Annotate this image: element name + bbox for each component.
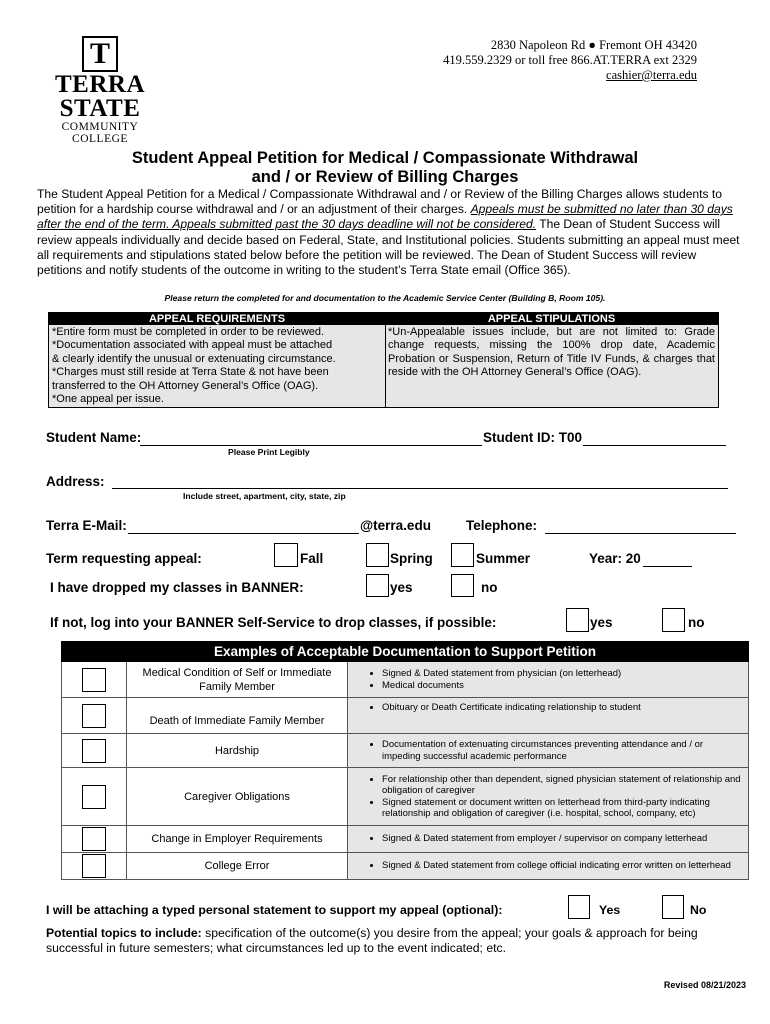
email-label: Terra E-Mail:	[46, 518, 127, 533]
logo-college: COLLEGE	[72, 133, 128, 145]
topics-label: Potential topics to include:	[46, 926, 202, 940]
dropped-no-checkbox[interactable]	[451, 574, 474, 597]
dropped-label: I have dropped my classes in BANNER:	[50, 580, 304, 595]
summer-label: Summer	[476, 551, 531, 566]
requirement-item: & clearly identify the unusual or extenuating circumstance.	[52, 352, 336, 365]
page-title	[0, 149, 770, 187]
personal-no-checkbox[interactable]	[662, 895, 684, 919]
intro-paragraph	[37, 187, 741, 278]
list-item: • Signed & Dated statement from physician (on letterhead)	[382, 668, 742, 679]
table-row	[62, 826, 749, 853]
personal-yes-checkbox[interactable]	[568, 895, 590, 919]
employer-checkbox[interactable]	[82, 827, 106, 851]
self-service-no-label: no	[688, 615, 705, 630]
contact-address: 2830 Napoleon Rd ● Fremont OH 43420	[490, 38, 697, 52]
row-label-employer: Change in Employer Requirements	[127, 826, 348, 853]
contact-phone: 419.559.2329 or toll free 866.AT.TERRA ext 2329	[443, 53, 697, 67]
list-item: • Documentation of extenuating circumstances preventing attendance and / or impeding successful academic performance	[382, 739, 742, 762]
student-id-field[interactable]	[583, 445, 726, 446]
print-legibly-hint: Please Print Legibly	[228, 447, 310, 457]
student-id-label: Student ID: T00	[483, 430, 583, 445]
college-error-checkbox[interactable]	[82, 854, 106, 878]
potential-topics	[46, 926, 736, 956]
table-row	[62, 734, 749, 768]
death-checkbox[interactable]	[82, 704, 106, 728]
requirements-header: APPEAL REQUIREMENTS	[49, 313, 385, 325]
revised-date: Revised 08/21/2023	[663, 980, 746, 990]
stipulations-column	[385, 313, 718, 407]
logo-community: COMMUNITY	[61, 121, 139, 133]
logo-t-mark: T	[82, 36, 118, 72]
logo-state: STATE	[59, 95, 141, 122]
fall-checkbox[interactable]	[274, 543, 298, 567]
logo-terra: TERRA	[54, 71, 145, 98]
row-label-death: Death of Immediate Family Member	[127, 698, 348, 734]
list-item: • Medical documents	[382, 680, 742, 691]
dropped-no-label: no	[481, 580, 498, 595]
table-row	[62, 662, 749, 698]
year-field[interactable]	[643, 566, 692, 567]
address-label: Address:	[46, 474, 105, 489]
spring-checkbox[interactable]	[366, 543, 389, 567]
personal-statement-label: I will be attaching a typed personal statement to support my appeal (optional):	[46, 903, 503, 917]
address-field[interactable]	[112, 488, 728, 489]
list-item: • For relationship other than dependent, signed physician statement of relationship and obligation of caregiver	[382, 774, 742, 797]
address-hint: Include street, apartment, city, state, zip	[183, 491, 346, 501]
dropped-yes-checkbox[interactable]	[366, 574, 389, 597]
requirement-item: *Documentation associated with appeal must be attached	[52, 339, 333, 352]
dropped-yes-label: yes	[390, 580, 413, 595]
requirement-item: *Entire form must be completed in order to be reviewed.	[52, 326, 325, 338]
intro-deadline: Appeals must be submitted no later than 30 days after the end of the term. Appeals submitted past the 30 days deadline will not be considered.	[37, 202, 733, 232]
table-row	[62, 853, 749, 880]
email-domain: @terra.edu	[360, 518, 431, 533]
year-label: Year: 20	[589, 551, 641, 566]
requirements-box	[48, 312, 719, 408]
spring-label: Spring	[390, 551, 433, 566]
if-not-label: If not, log into your BANNER Self-Service to drop classes, if possible:	[50, 615, 497, 630]
list-item: • Obituary or Death Certificate indicating relationship to student	[382, 702, 742, 713]
term-label: Term requesting appeal:	[46, 551, 202, 566]
contact-email[interactable]: cashier@terra.edu	[606, 68, 697, 82]
student-name-label: Student Name:	[46, 430, 142, 445]
table-row	[62, 698, 749, 734]
summer-checkbox[interactable]	[451, 543, 474, 567]
telephone-label: Telephone:	[466, 518, 538, 533]
topics-text: specification of the outcome(s) you desire from the appeal; your goals & approach for being successful in future semesters; what circumstances led up to the event indicated; etc.	[46, 926, 698, 956]
college-logo	[54, 36, 146, 146]
telephone-field[interactable]	[545, 533, 736, 534]
examples-header: Examples of Acceptable Documentation to Support Petition	[62, 642, 749, 662]
self-service-yes-label: yes	[590, 615, 613, 630]
return-note: Please return the completed for and documentation to the Academic Service Center (Building B, Room 105).	[164, 293, 606, 303]
row-label-medical: Medical Condition of Self or Immediate Family Member	[127, 662, 348, 698]
requirement-item: transferred to the OH Attorney General’s Office (OAG).	[52, 379, 319, 392]
table-row	[62, 768, 749, 826]
student-name-field[interactable]	[140, 445, 482, 446]
email-field[interactable]	[128, 533, 359, 534]
list-item: • Signed & Dated statement from college official indicating error written on letterhead	[382, 860, 742, 871]
contact-block	[443, 38, 697, 83]
stipulations-header: APPEAL STIPULATIONS	[385, 313, 718, 325]
title-line-1: Student Appeal Petition for Medical / Compassionate Withdrawal	[131, 149, 639, 167]
caregiver-checkbox[interactable]	[82, 785, 106, 809]
requirement-item: *One appeal per issue.	[52, 393, 164, 406]
stipulations-text: *Un-Appealable issues include, but are not limited to: Grade change requests, missing the 100% drop date, Academic Probation or Suspension, Return of Title IV Funds, & charges that reside with the OH Attorney General’s Office (OAG).	[388, 326, 715, 379]
intro-text-1: The Student Appeal Petition for a Medical / Compassionate Withdrawal and / or Review of the Billing Charges allows students to petition for a hardship course withdrawal and / or an adjustment of their charges.	[37, 187, 723, 217]
personal-yes-label: Yes	[599, 903, 621, 917]
requirements-column	[49, 313, 386, 407]
medical-checkbox[interactable]	[82, 668, 106, 692]
requirement-item: *Charges must still reside at Terra State & not have been	[52, 366, 329, 379]
row-label-hardship: Hardship	[127, 734, 348, 768]
title-line-2: and / or Review of Billing Charges	[251, 168, 519, 186]
examples-table	[61, 641, 749, 880]
list-item: • Signed & Dated statement from employer / supervisor on company letterhead	[382, 833, 742, 844]
hardship-checkbox[interactable]	[82, 739, 106, 763]
intro-text-2: The Dean of Student Success will review appeals individually and decide based on Federal, State, and Institutional policies. Students submitting an appeal must meet all requirements and stipulations stated below before the petition will be reviewed. The Dean of Student Success will review petitions and notify students of the outcome in writing to the student’s Terra State email (Office 365).	[37, 217, 740, 278]
personal-no-label: No	[690, 903, 707, 917]
self-service-no-checkbox[interactable]	[662, 608, 685, 632]
fall-label: Fall	[300, 551, 324, 566]
row-label-caregiver: Caregiver Obligations	[127, 768, 348, 826]
row-label-college-error: College Error	[127, 853, 348, 880]
self-service-yes-checkbox[interactable]	[566, 608, 589, 632]
list-item: • Signed statement or document written on letterhead from third-party indicating relationship and obligation of caregiver (i.e. hospital, school, company, etc)	[382, 797, 742, 820]
